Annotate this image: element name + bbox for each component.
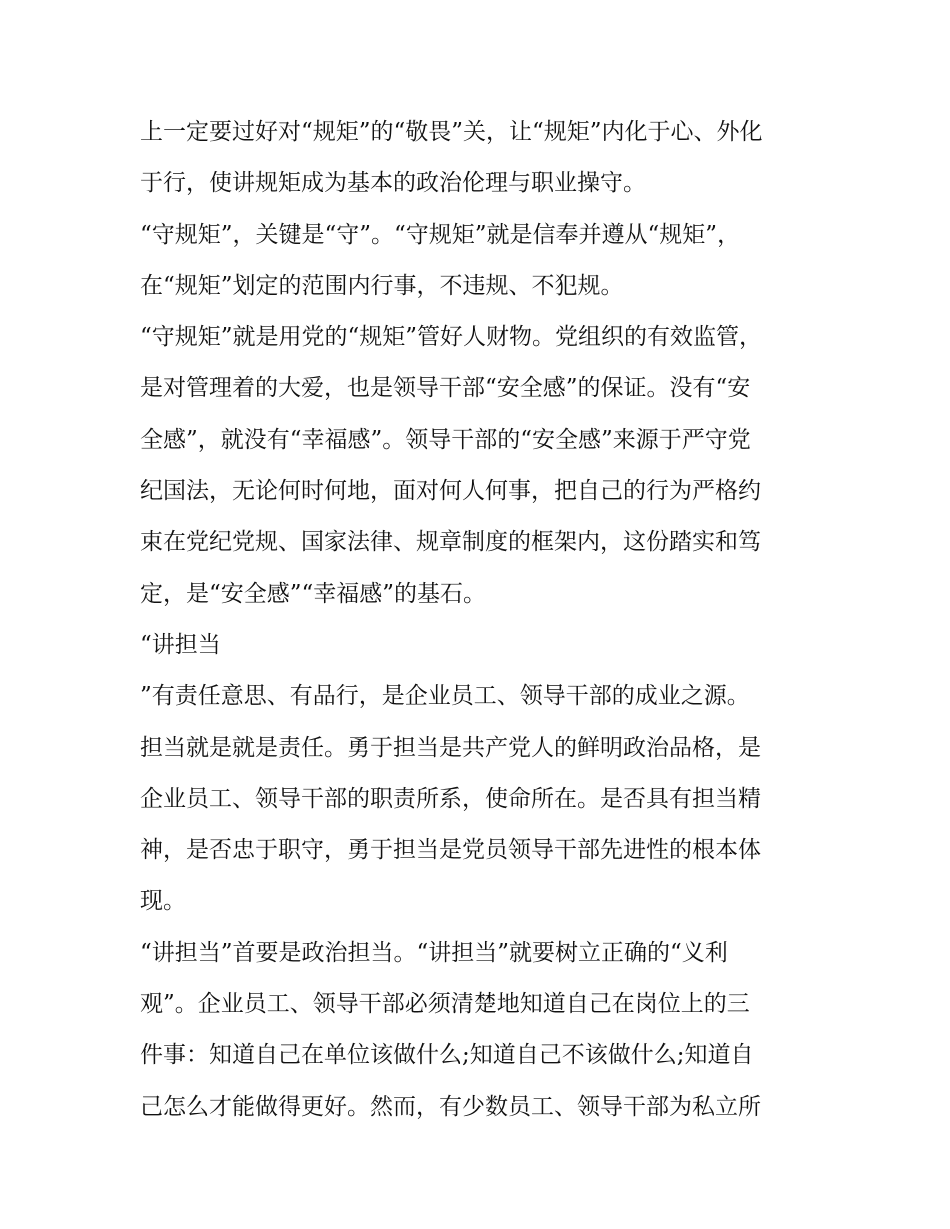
- text-line: 企业员工、领导干部的职责所系，使命所在。是否具有担当精: [140, 785, 761, 812]
- text-line: “守规矩”就是用党的“规矩”管好人财物。党组织的有效监管，: [140, 324, 763, 351]
- text-line: 现。: [140, 888, 186, 915]
- text-line: 观”。企业员工、领导干部必须清楚地知道自己在岗位上的三: [140, 991, 750, 1018]
- text-line: 是对管理着的大爱，也是领导干部“安全感”的保证。没有“安: [140, 375, 751, 402]
- text-line: 在“规矩”划定的范围内行事，不违规、不犯规。: [140, 272, 624, 299]
- text-line: 担当就是就是责任。勇于担当是共产党人的鲜明政治品格，是: [140, 734, 761, 761]
- text-line: 件事：知道自己在单位该做什么;知道自己不该做什么;知道自: [140, 1042, 754, 1069]
- text-line: 全感”，就没有“幸福感”。领导干部的“安全感”来源于严守党: [140, 426, 751, 453]
- text-line: 束在党纪党规、国家法律、规章制度的框架内，这份踏实和笃: [140, 529, 761, 556]
- text-line: 己怎么才能做得更好。然而，有少数员工、领导干部为私立所: [140, 1093, 761, 1120]
- text-line: ”有责任意思、有品行，是企业员工、领导干部的成业之源。: [140, 683, 750, 710]
- text-line: “讲担当”首要是政治担当。“讲担当”就要树立正确的“义利: [140, 939, 728, 966]
- text-line: 于行，使讲规矩成为基本的政治伦理与职业操守。: [140, 170, 646, 197]
- text-line: 神，是否忠于职守，勇于担当是党员领导干部先进性的根本体: [140, 837, 761, 864]
- text-line: “讲担当: [140, 631, 221, 658]
- text-line: 纪国法，无论何时何地，面对何人何事，把自己的行为严格约: [140, 478, 761, 505]
- text-line: 定，是“安全感”“幸福感”的基石。: [140, 580, 487, 607]
- body-text: [140, 107, 820, 1133]
- text-line: 上一定要过好对“规矩”的“敬畏”关，让“规矩”内化于心、外化: [140, 119, 763, 145]
- text-line: “守规矩”，关键是“守”。“守规矩”就是信奉并遵从“规矩”，: [140, 221, 741, 248]
